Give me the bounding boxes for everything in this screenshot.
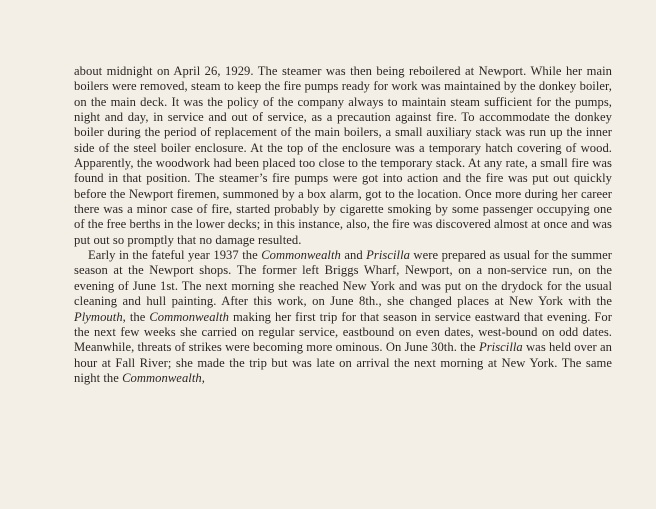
text-run: was held over an hour at Fall River; she made the trip but was late on arrival the next morning at New York. The same night the bbox=[74, 340, 612, 385]
paragraph-1 bbox=[74, 64, 612, 248]
ship-name-commonwealth: Commonwealth bbox=[261, 248, 341, 263]
body-text bbox=[74, 64, 612, 386]
ship-name-priscilla: Priscilla bbox=[478, 340, 523, 355]
ship-name-plymouth: Plymouth bbox=[74, 309, 123, 324]
ship-name-commonwealth: Commonwealth, bbox=[122, 370, 205, 385]
paragraph-2 bbox=[74, 248, 612, 386]
text-run: , the bbox=[122, 309, 150, 324]
text-run: making her first trip for that season in service eastward that evening. For the next few weeks she carried on regular service, eastbound on even dates, west-bound on odd dates. Meanwhile, threats of strikes were becoming more ominous. On June 30th. the bbox=[74, 309, 612, 355]
text-run: were prepared as usual for the summer season at the Newport shops. The former left Briggs Wharf, Newport, on a non-service run, on the evening of June 1st. The next morning she reached New York and was put on the drydock for the usual cleaning and hull painting. After this work, on June 8th., she changed places at New York with the bbox=[74, 248, 612, 309]
text-run: about midnight on April 26, 1929. The steamer was then being reboilered at Newport. While her main boilers were removed, steam to keep the fire pumps ready for work was maintained by the donkey boiler, on the main deck. It was the policy of the company always to maintain steam sufficient for the pumps, night and day, in service and out of service, as a precaution against fire. To accommodate the donkey boiler during the period of replacement of the main boilers, a small auxiliary stack was run up the inner side of the steel boiler enclosure. At the top of the enclosure was a temporary hatch covering of wood. Apparently, the woodwork had been placed too close to the temporary stack. At any rate, a small fire was found in that position. The steamer’s fire pumps were got into action and the fire was put out quickly before the Newport firemen, summoned by a box alarm, got to the location. Once more during her career there was a minor case of fire, started probably by cigarette smoking by some passenger occupying one of the free berths in the lower decks; in this instance, also, the fire was discovered almost at once and was put out so promptly that no damage resulted. bbox=[74, 64, 612, 247]
ship-name-commonwealth: Commonwealth bbox=[149, 309, 229, 324]
ship-name-priscilla: Priscilla bbox=[366, 248, 410, 263]
text-run: and bbox=[340, 248, 367, 263]
text-run: Early in the fateful year 1937 the bbox=[88, 248, 262, 263]
